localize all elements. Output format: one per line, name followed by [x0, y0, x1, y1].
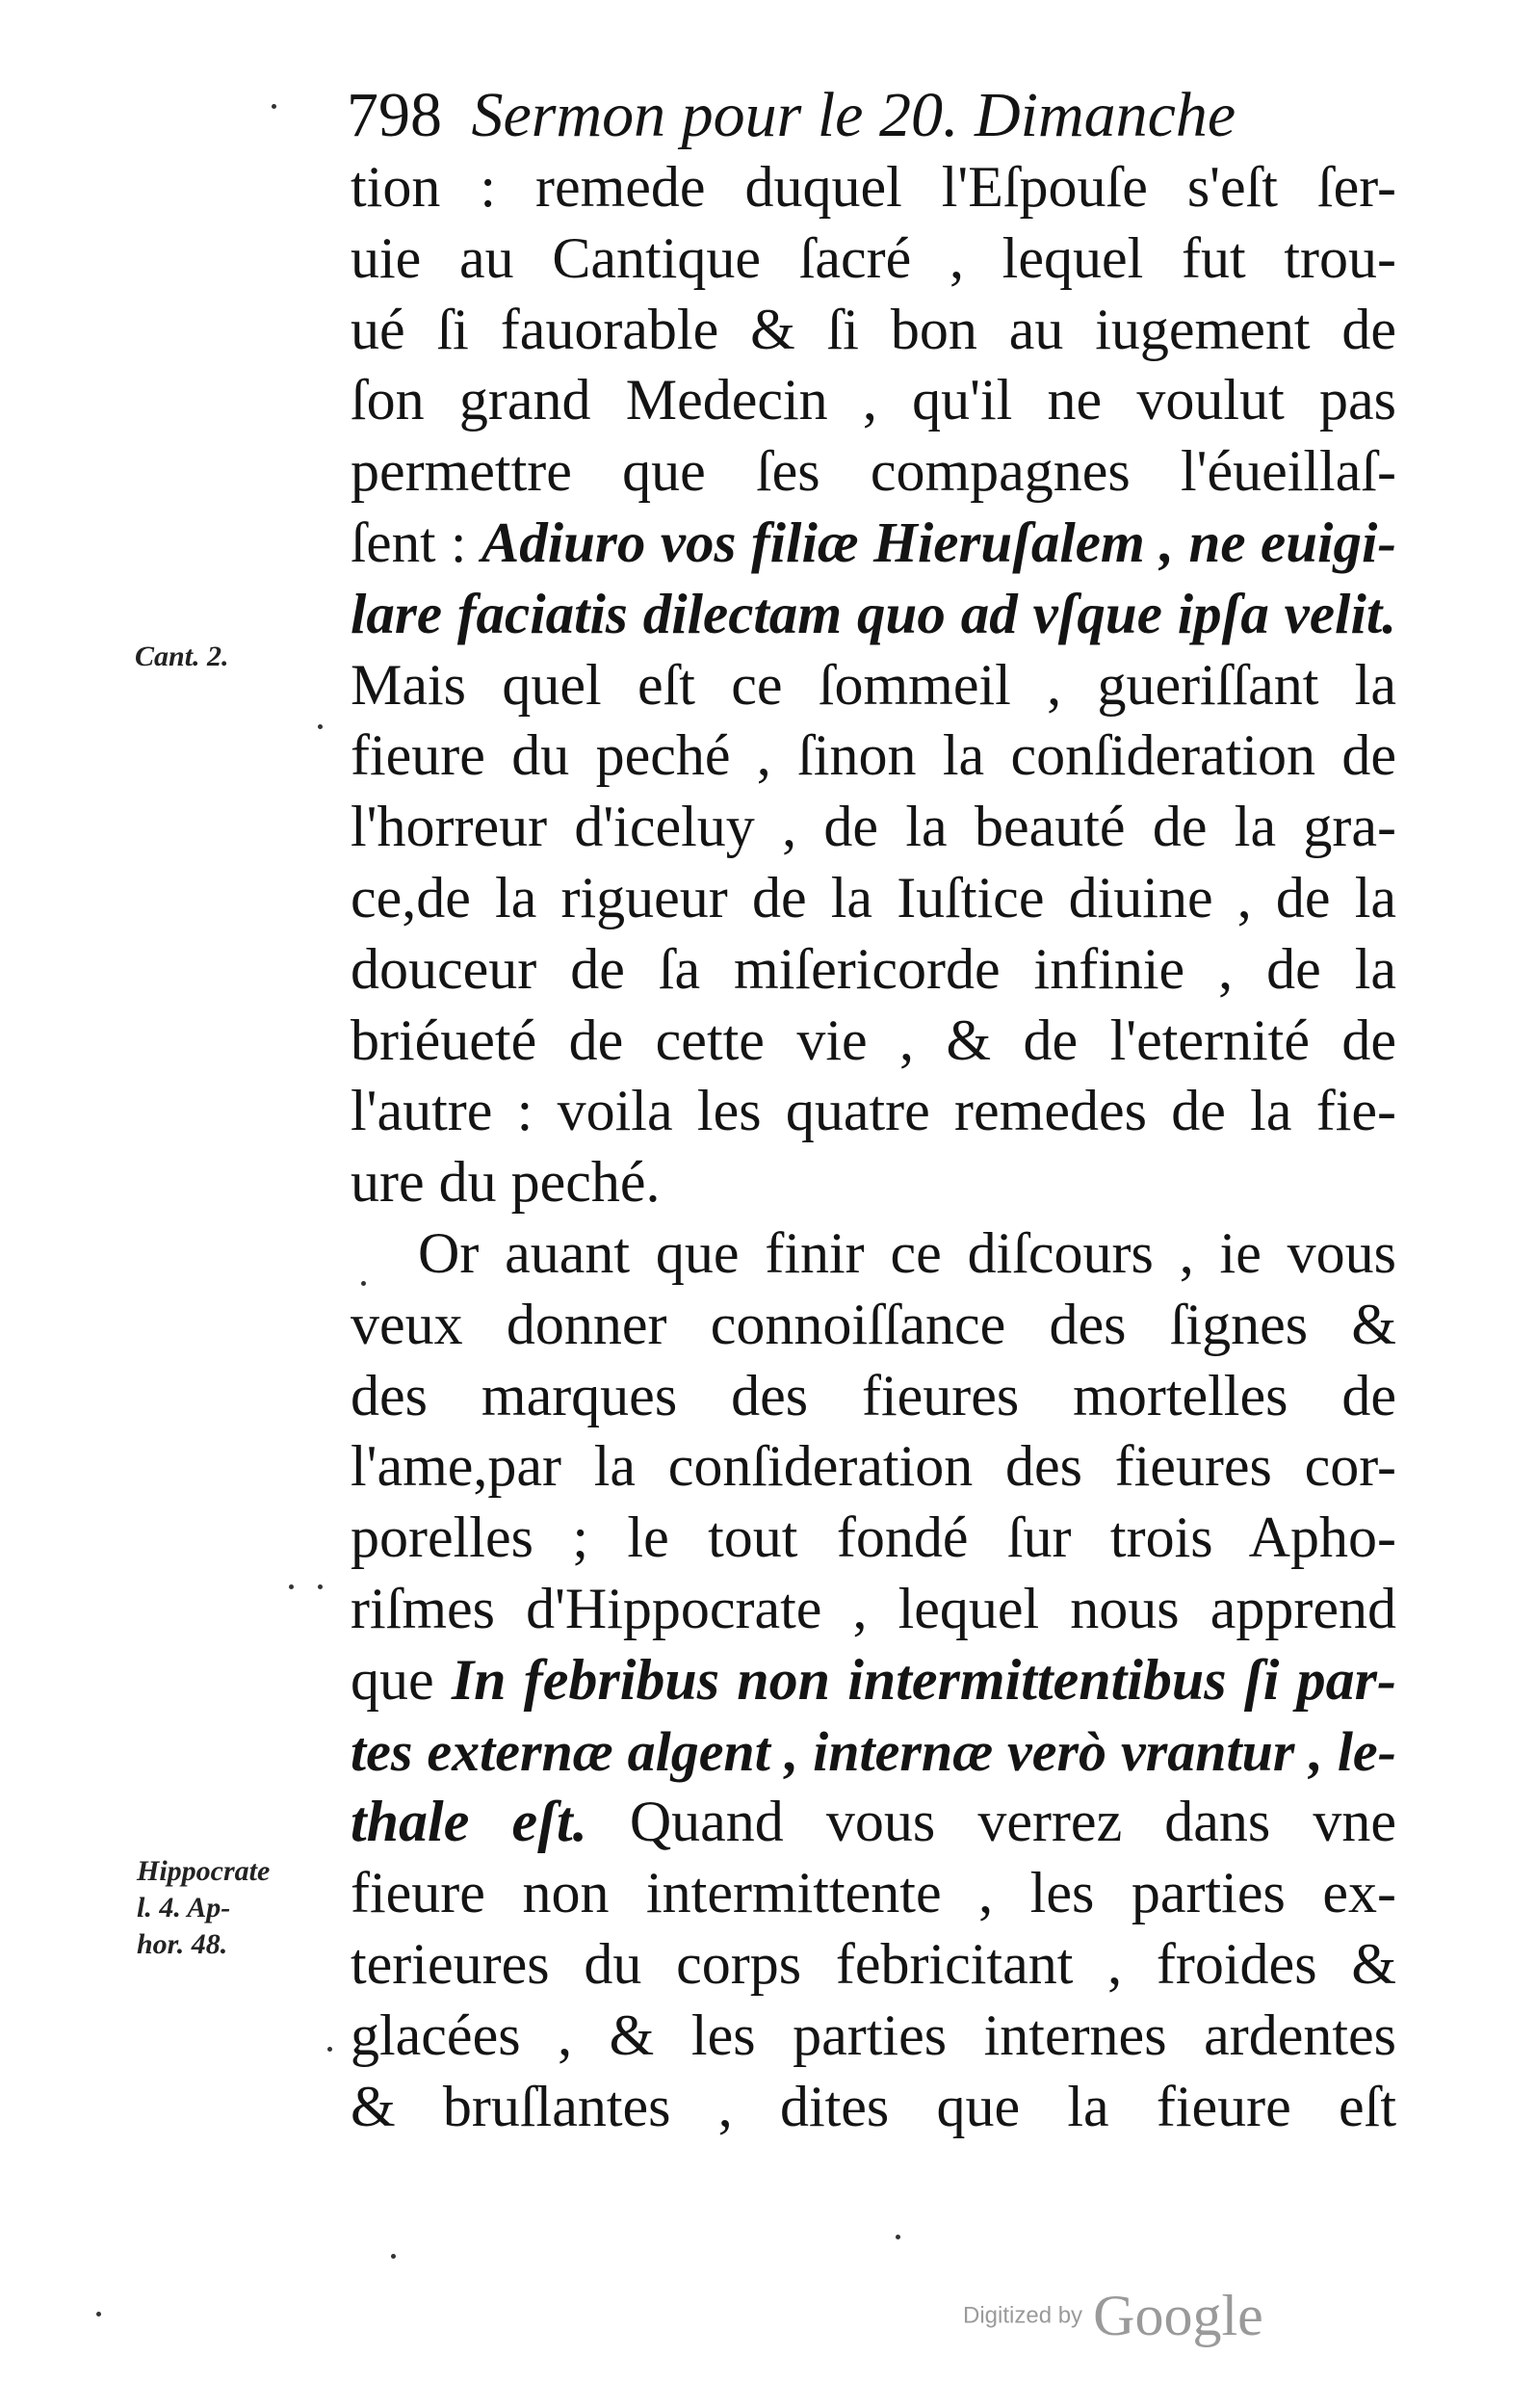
text-line	[351, 2001, 1396, 2072]
line-text: l'autre : voila les quatre remedes de la fie-	[351, 1079, 1396, 1143]
line-text: porelles ; le tout fondé ſur trois Apho-	[351, 1505, 1396, 1570]
line-text: ure du peché.	[351, 1150, 661, 1215]
scan-speck	[272, 104, 276, 109]
line-text: l'horreur d'iceluy , de la beauté de la gra-	[351, 795, 1396, 859]
text-line	[351, 1503, 1396, 1574]
line-text: ſent :	[351, 510, 481, 574]
scan-speck	[318, 1584, 323, 1589]
line-text: douceur de ſa miſericorde infinie , de la	[351, 936, 1396, 1001]
scan-speck	[391, 2254, 396, 2259]
text-line	[351, 863, 1396, 934]
line-text: briéueté de cette vie , & de l'eternité de	[351, 1008, 1396, 1072]
text-line	[351, 1787, 1396, 1858]
watermark-prefix: Digitized by	[963, 2302, 1083, 2329]
text-line	[351, 1645, 1396, 1716]
text-line	[351, 1361, 1396, 1432]
margin-note-line: hor. 48.	[137, 1928, 228, 1960]
margin-note-cant: Cant. 2.	[135, 641, 229, 672]
line-text: des marques des fieures mortelles de	[351, 1363, 1396, 1427]
line-text: Quand vous verrez dans vne	[586, 1790, 1397, 1854]
text-line	[351, 1218, 1396, 1290]
line-text: fieure non intermittente , les parties ex-	[351, 1861, 1396, 1925]
scan-speck	[327, 2047, 332, 2052]
scan-speck	[318, 724, 323, 729]
line-text: l'ame,par la conſideration des fieures cor-	[351, 1434, 1396, 1499]
running-header	[347, 67, 1416, 164]
text-line	[351, 1006, 1396, 1077]
scan-speck	[361, 1281, 366, 1286]
line-text: uie au Cantique ſacré , lequel fut trou-	[351, 225, 1396, 290]
margin-note-line: l. 4. Ap-	[137, 1892, 231, 1924]
text-line	[351, 1147, 1396, 1218]
line-text: terieures du corps febricitant , froides &	[351, 1931, 1396, 1996]
text-line	[351, 436, 1396, 508]
scan-speck	[96, 2312, 101, 2316]
latin-quotation: In febribus non intermittentibus ſi par-	[451, 1647, 1396, 1712]
latin-quotation: Adiuro vos filiæ Hieruſalem , ne euigi-	[481, 510, 1396, 574]
text-line	[351, 1431, 1396, 1503]
google-logo: Google	[1093, 2284, 1263, 2347]
scan-speck	[289, 1584, 294, 1589]
text-line	[351, 1716, 1396, 1788]
line-text: Mais quel eſt ce ſommeil , gueriſſant la	[351, 652, 1396, 717]
latin-quotation: lare faciatis dilectam quo ad vſque ipſa velit.	[351, 581, 1396, 645]
text-line	[351, 223, 1396, 295]
text-line	[351, 152, 1396, 223]
line-text: fieure du peché , ſinon la conſideration de	[351, 723, 1396, 788]
line-text: riſmes d'Hippocrate , lequel nous apprend	[351, 1576, 1396, 1640]
text-line	[351, 508, 1396, 579]
latin-quotation: tes externæ algent , internæ verò vrantur , le-	[351, 1719, 1396, 1783]
text-line	[351, 1858, 1396, 1929]
text-line	[351, 365, 1396, 436]
digitized-watermark	[963, 2283, 1263, 2349]
text-line	[351, 1574, 1396, 1645]
margin-note-line: Hippocrate	[137, 1855, 271, 1887]
line-text: ce,de la rigueur de la Iuſtice diuine , de la	[351, 865, 1396, 929]
text-line	[351, 934, 1396, 1006]
margin-note-hippocrate	[137, 1853, 270, 1963]
text-line	[351, 1929, 1396, 2001]
running-title: Sermon pour le 20. Dimanche	[471, 80, 1236, 150]
latin-quotation: thale eſt.	[351, 1790, 587, 1854]
line-text: ſon grand Medecin , qu'il ne voulut pas	[351, 368, 1396, 432]
line-text: glacées , & les parties internes ardentes	[351, 2002, 1396, 2067]
text-line	[351, 1290, 1396, 1361]
text-line	[351, 650, 1396, 721]
text-line	[351, 2072, 1396, 2143]
text-line	[351, 1076, 1396, 1147]
line-text: que	[351, 1647, 452, 1712]
text-line	[351, 792, 1396, 863]
text-line	[351, 295, 1396, 366]
page-number: 798	[347, 80, 442, 150]
text-line	[351, 579, 1396, 650]
body-text	[351, 152, 1396, 2142]
line-text: veux donner connoiſſance des ſignes &	[351, 1292, 1396, 1356]
line-text: ué ſi fauorable & ſi bon au iugement de	[351, 297, 1396, 361]
line-text: permettre que ſes compagnes l'éueillaſ-	[351, 439, 1396, 504]
line-text: tion : remede duquel l'Eſpouſe s'eſt ſer-	[351, 155, 1396, 219]
line-text: Or auant que finir ce diſcours , ie vous	[418, 1220, 1396, 1285]
line-text: & bruſlantes , dites que la fieure eſt	[351, 2074, 1396, 2138]
scan-speck	[896, 2235, 900, 2239]
text-line	[351, 720, 1396, 792]
